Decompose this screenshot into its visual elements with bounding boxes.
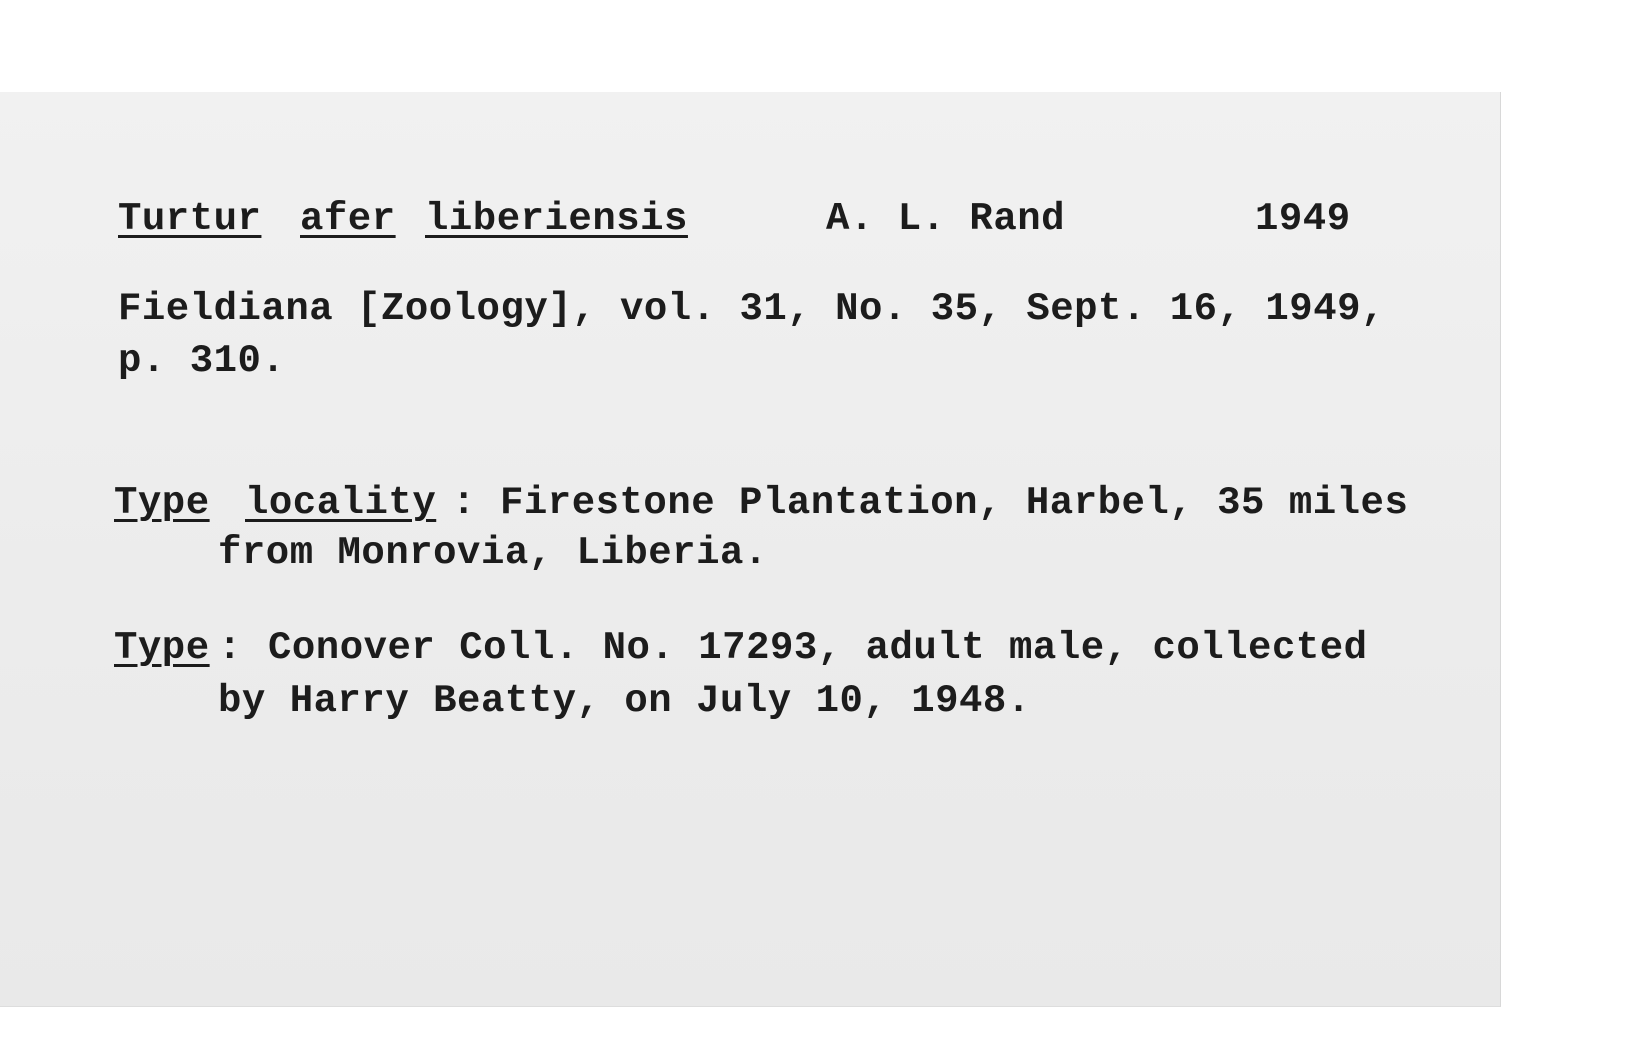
species-name: afer <box>300 197 396 241</box>
citation-line-1: Fieldiana [Zoology], vol. 31, No. 35, Sept. 16, 1949, <box>118 287 1385 331</box>
index-card <box>0 92 1501 1007</box>
type-locality-line-2: from Monrovia, Liberia. <box>218 531 768 575</box>
citation-line-2: p. 310. <box>118 339 286 383</box>
type-locality-colon: : <box>452 481 476 525</box>
type-colon: : <box>218 626 242 670</box>
year: 1949 <box>1255 197 1351 241</box>
type-locality-label-word1: Type <box>114 481 210 525</box>
author-name: A. L. Rand <box>826 197 1066 241</box>
type-specimen-line-2: by Harry Beatty, on July 10, 1948. <box>218 679 1031 723</box>
subspecies-name: liberiensis <box>425 197 688 241</box>
genus-name: Turtur <box>118 197 262 241</box>
type-specimen-line-1: Conover Coll. No. 17293, adult male, collected <box>268 626 1368 670</box>
type-label: Type <box>114 626 210 670</box>
type-locality-label-word2: locality <box>245 481 437 525</box>
type-locality-line-1: Firestone Plantation, Harbel, 35 miles <box>500 481 1409 525</box>
